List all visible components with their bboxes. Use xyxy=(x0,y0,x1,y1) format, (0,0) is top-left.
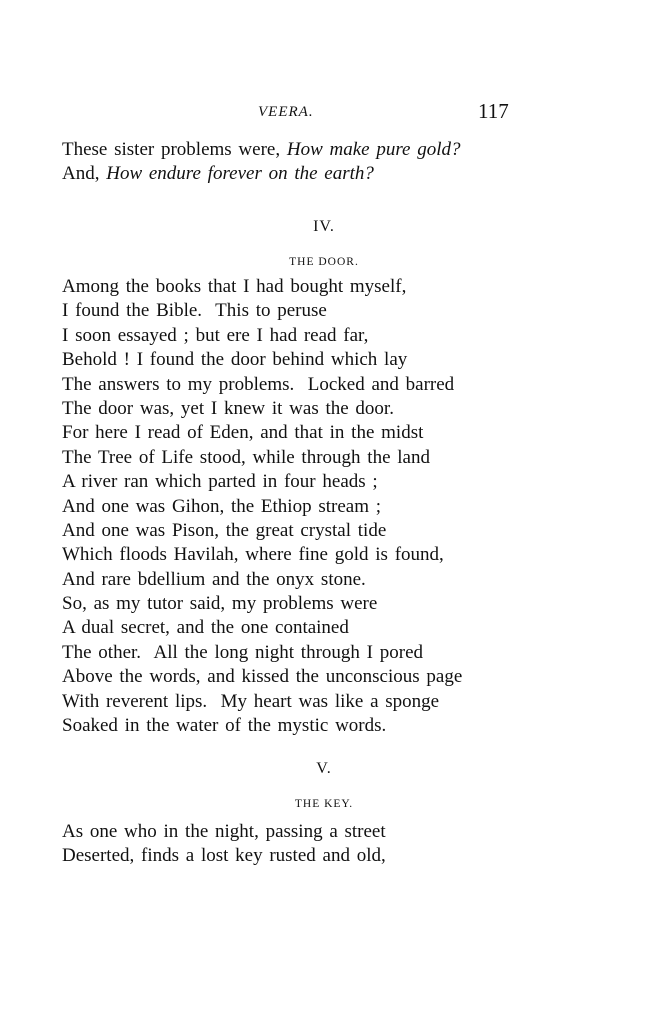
verse-text: And, xyxy=(62,163,107,185)
verse-line xyxy=(62,641,622,665)
section-numeral: IV. xyxy=(313,218,335,235)
section-title: THE KEY. xyxy=(294,798,354,810)
verse-text: The door was, yet I knew it was the door. xyxy=(62,397,394,419)
verse-text: Among the books that I had bought myself, xyxy=(62,276,407,297)
running-head xyxy=(0,100,648,124)
verse-emphasis: How make pure gold? xyxy=(286,139,461,160)
verse-text: Soaked in the water of the mystic words. xyxy=(62,715,387,737)
verse-text: With reverent lips. My heart was like a sponge xyxy=(62,690,440,712)
verse-line xyxy=(62,665,622,689)
verse-line xyxy=(62,592,622,616)
verse-text: For here I read of Eden, and that in the midst xyxy=(62,422,424,444)
verse-text: I found the Bible. This to peruse xyxy=(62,300,327,322)
verse-line xyxy=(62,519,622,543)
verse-line xyxy=(62,138,622,162)
running-title: VEERA. xyxy=(258,104,314,120)
verse-line xyxy=(62,348,622,372)
verse-line xyxy=(62,568,622,592)
verse-text: I soon essayed ; but ere I had read far, xyxy=(62,324,369,346)
verse-text: So, as my tutor said, my problems were xyxy=(62,593,378,615)
verse-text: These sister problems were, xyxy=(62,139,287,160)
verse-line xyxy=(62,162,622,186)
verse-text: Behold ! I found the door behind which lay xyxy=(62,349,408,371)
verse-text: Deserted, finds a lost key rusted and old, xyxy=(62,845,386,867)
verse-text: The other. All the long night through I pored xyxy=(62,641,424,663)
verse-text: The answers to my problems. Locked and barred xyxy=(62,373,455,395)
section-numeral: V. xyxy=(316,760,332,777)
verse-text: A dual secret, and the one contained xyxy=(62,617,349,639)
verse-line xyxy=(62,495,622,519)
verse-line xyxy=(62,446,622,470)
verse-line xyxy=(62,421,622,445)
verse-text: And one was Pison, the great crystal tide xyxy=(62,519,387,541)
verse-line xyxy=(62,397,622,421)
verse-line xyxy=(62,470,622,494)
verse-line xyxy=(62,373,622,397)
verse-text: As one who in the night, passing a street xyxy=(62,821,386,842)
verse-text: Which floods Havilah, where fine gold is found, xyxy=(62,544,444,566)
verse-line xyxy=(62,543,622,567)
section-v-verses xyxy=(62,820,622,869)
verse-line xyxy=(62,299,622,323)
verse-line xyxy=(62,324,622,348)
verse-emphasis: How endure forever on the earth? xyxy=(106,163,374,185)
section-title: THE DOOR. xyxy=(289,256,359,268)
verse-line xyxy=(62,820,622,844)
intro-stanza xyxy=(62,138,622,187)
verse-text: And rare bdellium and the onyx stone. xyxy=(62,568,366,590)
verse-line xyxy=(62,844,622,868)
page-number: 117 xyxy=(478,99,509,123)
section-iv-verses xyxy=(62,275,622,738)
verse-text: And one was Gihon, the Ethiop stream ; xyxy=(62,495,382,517)
verse-text: A river ran which parted in four heads ; xyxy=(62,471,378,493)
verse-line xyxy=(62,690,622,714)
verse-text: The Tree of Life stood, while through the land xyxy=(62,446,430,468)
verse-line xyxy=(62,275,622,299)
verse-text: Above the words, and kissed the unconscious page xyxy=(62,666,463,688)
verse-line xyxy=(62,616,622,640)
verse-line xyxy=(62,714,622,738)
